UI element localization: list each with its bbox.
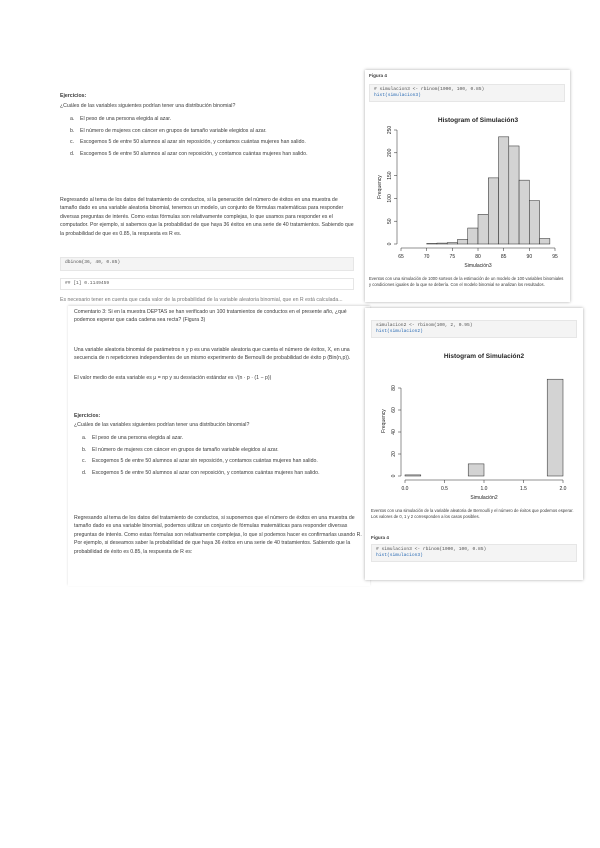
figure-1-panel: [365, 70, 570, 302]
chart-title: Histogram of Simulación3: [437, 117, 519, 124]
x-axis-label: Simulación2: [470, 495, 498, 501]
histogram-bar: [499, 137, 509, 244]
histogram-bar: [437, 243, 447, 244]
comment-text: Comentario 3: Si en la muestra DEPTAS se han verificado un 100 tratamientos de conductos en el presente año, ¿qué podemos esperar que cada cadena sea recta? (Figura 3): [74, 309, 347, 324]
bernoulli-text: Una variable aleatoria binomial de parámetros n y p es una variable aleatoria que cuenta el número de éxitos, X, en una secuencia de n repeticiones independientes de un mismo experimento de Bernoulli de probabilidad de éxito p (Bin(n,p)).: [74, 347, 351, 362]
code-line: hist(simulacion2): [376, 329, 423, 335]
exercise-question: ¿Cuáles de las variables siguientes podrían tener una distribución binomial?: [74, 422, 250, 428]
y-axis-label: Frequency: [377, 175, 383, 199]
histogram-bar: [519, 180, 529, 244]
y-tick-label: 200: [387, 148, 393, 157]
histogram-bar: [447, 243, 457, 244]
y-tick-label: 0: [391, 474, 397, 478]
code-block: [371, 544, 577, 562]
exercise-question: ¿Cuáles de las variables siguientes podrían tener una distribución binomial?: [60, 103, 236, 109]
histogram-bar: [547, 379, 563, 476]
body-paragraph: Regresando al tema de los datos del tratamiento de conductos, si suponemos que el número de éxitos en una muestra de tamaño dado es una variable binomial, podemos utilizar un conjunto de fórmulas matemáticas para responder diversas preguntas de interés. Como estas fórmulas son relativamente complejas, lo que sí podemos hacer es confirmarlas usando R. Por ejemplo, si deseamos saber la probabilidad de que haya 36 éxitos en una serie de 40 tratamientos. Sabiendo que la probabilidad de éxito es 0.85, la respuesta de R es:: [74, 515, 362, 555]
option-item: a. El peso de una persona elegida al azar.: [70, 116, 172, 122]
code-block: [60, 257, 354, 271]
figure-caption: Eventos con una simulación de 1000 sorteos de la estimación de un modelo de 100 variables binomiales y condiciones iguales de la que se debería. Con el modelo binomial se analizan los resultados.: [369, 276, 564, 287]
option-item: c. Escogemos 5 de entre 50 alumnos al azar sin reposición, y contamos cuántas mujeres han salido.: [70, 139, 306, 145]
x-tick-label: 80: [475, 254, 481, 260]
code-line: hist(simulacion3): [376, 553, 423, 559]
figure-caption: Eventos con una simulación de la variable aleatoria de Bernoulli y el número de éxitos que podemos esperar. Los valores de 0, 1 y 2 corresponden a los casos posibles.: [371, 508, 574, 519]
y-tick-label: 40: [391, 429, 397, 435]
histogram-bar: [457, 239, 467, 244]
x-tick-label: 65: [398, 254, 404, 260]
x-tick-label: 0.5: [441, 486, 448, 492]
sd-text: El valor medio de esta variable es μ = np y su desviación estándar es √(n · p · (1 − p)): [74, 375, 272, 381]
x-tick-label: 85: [500, 254, 507, 260]
option-item: d. Escogemos 5 de entre 50 alumnos al azar con reposición, y contamos cuántas mujeres han salido.: [82, 469, 320, 476]
code-block: [371, 320, 577, 338]
code-output: ## [1] 0.1149459: [60, 278, 354, 290]
y-tick-label: 60: [391, 407, 397, 413]
histogram-bar: [468, 228, 478, 244]
option-item: a. El peso de una persona elegida al azar.: [82, 435, 184, 441]
code-block: [369, 84, 565, 102]
option-item: d. Escogemos 5 de entre 50 alumnos al azar con reposición, y contamos cuántas mujeres han salido.: [70, 150, 308, 157]
exercise-title: Ejercicios:: [60, 93, 87, 99]
cut-off-text: Es necesario tener en cuenta que cada valor de la probabilidad de la variable aleatoria binomial, que en R está calculada...: [60, 297, 343, 303]
option-item: b. El número de mujeres con cáncer en grupos de tamaño variable elegidos al azar.: [70, 127, 267, 134]
x-tick-label: 0.0: [401, 486, 409, 492]
x-tick-label: 70: [423, 254, 430, 260]
chart-title: Histogram of Simulación2: [443, 353, 525, 360]
x-tick-label: 90: [526, 254, 533, 260]
histogram-bar: [529, 201, 539, 244]
figure-label: Figura 4: [371, 535, 389, 540]
option-item: b. El número de mujeres con cáncer en grupos de tamaño variable elegidos al azar.: [82, 446, 279, 453]
x-tick-label: 1.0: [480, 486, 488, 492]
histogram-bar: [509, 146, 519, 244]
y-tick-label: 20: [391, 451, 397, 457]
page-1: [60, 72, 370, 308]
figure-label: Figura 4: [369, 73, 387, 78]
option-item: c. Escogemos 5 de entre 50 alumnos al azar sin reposición, y contamos cuántas mujeres han salido.: [82, 458, 318, 464]
x-tick-label: 75: [449, 254, 456, 260]
x-tick-label: 1.5: [520, 486, 527, 492]
y-tick-label: 50: [387, 218, 393, 224]
y-tick-label: 250: [387, 125, 393, 135]
y-tick-label: 0: [387, 242, 393, 246]
histogram-bar: [468, 464, 484, 476]
x-tick-label: 95: [552, 254, 558, 260]
code-line: # simulacion3 <- rbinom(1000, 100, 0.85): [376, 547, 487, 552]
x-axis-label: Simulación3: [464, 263, 492, 269]
histogram-bar: [540, 239, 550, 244]
y-tick-label: 100: [387, 194, 393, 203]
histogram-bar: [405, 475, 421, 476]
figure-2-panel: [365, 308, 583, 580]
code-line: # simulacion3 <- rbinom(1000, 100, 0.85): [374, 87, 485, 92]
exercise-title: Ejercicios:: [74, 413, 101, 419]
options-list: [82, 433, 364, 479]
code-line: dbinom(36, 40, 0.85): [65, 260, 121, 265]
histogram-chart-2: [371, 348, 577, 504]
page-2: [68, 306, 370, 586]
body-paragraph: Regresando al tema de los datos del tratamiento de conductos, si la generación del número de éxitos en una muestra de tamaño dado es una variable aleatoria binomial, tenemos un modelo, un conjunto de fórmulas matemáticas para responder diversas preguntas de interés. Como estas fórmulas son relativamente complejas, lo que usamos para responder es el computador. Por ejemplo, si sabemos que la probabilidad de que haya 36 éxitos en una serie de 40 tratamientos. Sabiendo que la probabilidad de que es 0.85, la respuesta es R es.: [60, 197, 354, 237]
code-line: hist(simulacion3): [374, 93, 421, 99]
x-tick-label: 2.0: [559, 486, 567, 492]
y-tick-label: 80: [391, 385, 397, 391]
code-line: simulacion2 <- rbinom(100, 2, 0.95): [376, 323, 473, 328]
y-tick-label: 150: [387, 171, 393, 180]
histogram-bar: [478, 214, 488, 244]
histogram-chart-1: [369, 112, 565, 272]
y-axis-label: Frequency: [381, 409, 387, 433]
histogram-bar: [488, 178, 498, 244]
options-list: [70, 114, 360, 160]
